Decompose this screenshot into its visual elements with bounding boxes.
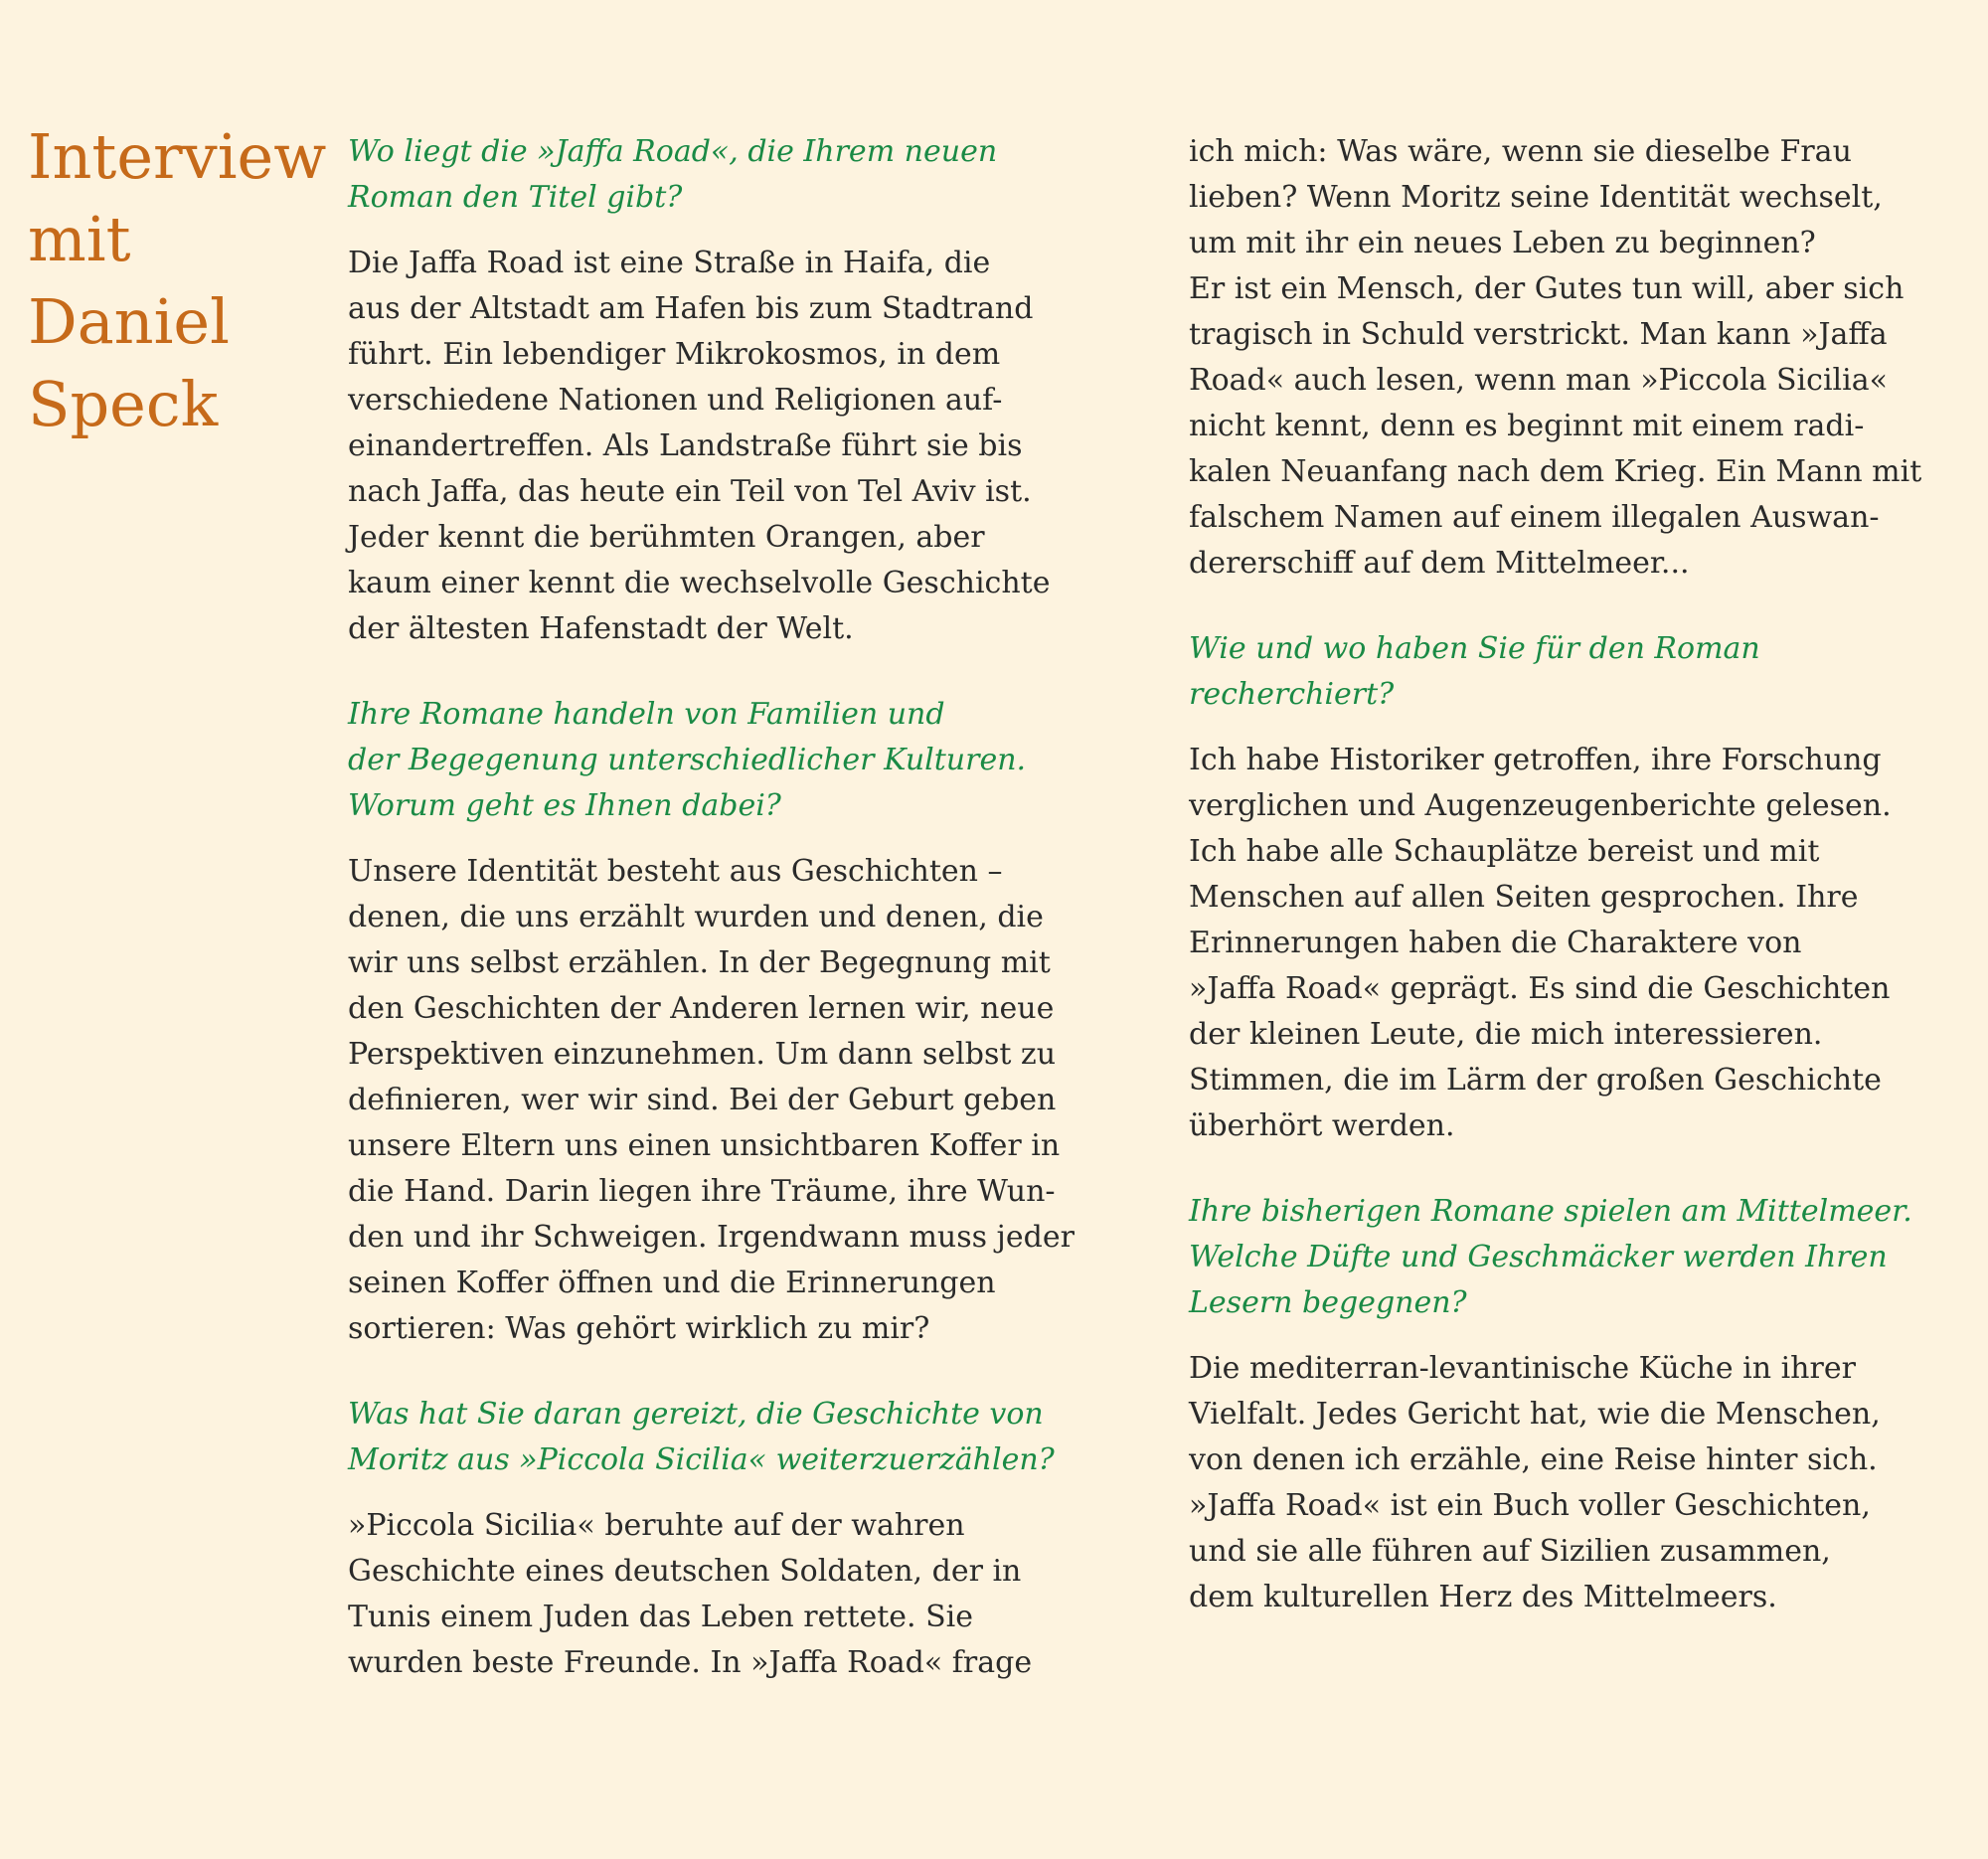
question-line: Wie und wo haben Sie für den Roman: [1189, 631, 1760, 666]
answer-3: [348, 1503, 1083, 1686]
answer-line: Stimmen, die im Lärm der großen Geschichte: [1189, 1063, 1882, 1098]
answer-line: kalen Neuanfang nach dem Krieg. Ein Mann mit: [1189, 454, 1922, 489]
question-line: Welche Düfte und Geschmäcker werden Ihren: [1189, 1240, 1888, 1274]
left-column: [348, 129, 1083, 1686]
answer-line: »Jaffa Road« ist ein Buch voller Geschichten,: [1189, 1488, 1871, 1523]
answer-line: Perspektiven einzunehmen. Um dann selbst zu: [348, 1037, 1057, 1072]
question-line: Worum geht es Ihnen dabei?: [348, 788, 781, 823]
answer-line: die Hand. Darin liegen ihre Träume, ihre Wun-: [348, 1174, 1056, 1209]
question-line: Moritz aus »Piccola Sicilia« weiterzuerzählen?: [348, 1442, 1055, 1477]
answer-line: wurden beste Freunde. In »Jaffa Road« frage: [348, 1645, 1033, 1680]
answer-1: [348, 241, 1083, 652]
question-line: recherchiert?: [1189, 677, 1395, 712]
title-line: Daniel: [28, 285, 230, 358]
answer-line: verschiedene Nationen und Religionen auf-: [348, 383, 1003, 418]
answer-line: Die Jaffa Road ist eine Straße in Haifa, die: [348, 246, 991, 280]
question-4: [1189, 626, 1924, 718]
answer-line: »Piccola Sicilia« beruhte auf der wahren: [348, 1508, 965, 1543]
answer-line: und sie alle führen auf Sizilien zusammen,: [1189, 1534, 1831, 1569]
answer-line: dererschiff auf dem Mittelmeer...: [1189, 546, 1690, 581]
question-line: Roman den Titel gibt?: [348, 180, 683, 215]
answer-line: von denen ich erzähle, eine Reise hinter sich.: [1189, 1442, 1878, 1477]
title-line: Speck: [28, 368, 219, 440]
question-line: der Begegenung unterschiedlicher Kulturen.: [348, 743, 1027, 777]
answer-line: den und ihr Schweigen. Irgendwann muss jeder: [348, 1220, 1075, 1255]
answer-line: den Geschichten der Anderen lernen wir, neue: [348, 991, 1055, 1026]
answer-line: falschem Namen auf einem illegalen Auswan-: [1189, 500, 1880, 535]
answer-line: wir uns selbst erzählen. In der Begegnung mit: [348, 945, 1051, 980]
answer-line: Geschichte eines deutschen Soldaten, der in: [348, 1554, 1022, 1589]
answer-line: tragisch in Schuld verstrickt. Man kann »Jaffa: [1189, 317, 1888, 352]
answer-line: »Jaffa Road« geprägt. Es sind die Geschichten: [1189, 971, 1891, 1006]
question-2: [348, 692, 1083, 829]
answer-line: Vielfalt. Jedes Gericht hat, wie die Menschen,: [1189, 1397, 1881, 1432]
answer-line: nach Jaffa, das heute ein Teil von Tel Aviv ist.: [348, 474, 1032, 509]
answer-line: definieren, wer wir sind. Bei der Geburt geben: [348, 1083, 1057, 1117]
answer-line: Tunis einem Juden das Leben rettete. Sie: [348, 1600, 974, 1634]
answer-line: Ich habe Historiker getroffen, ihre Forschung: [1189, 743, 1882, 777]
answer-line: Unsere Identität besteht aus Geschichten –: [348, 854, 1003, 889]
title-line: Interview: [28, 120, 327, 193]
answer-line: Die mediterran-levantinische Küche in ihrer: [1189, 1351, 1856, 1386]
answer-line: einandertreffen. Als Landstraße führt sie bis: [348, 428, 1023, 463]
answer-line: Jeder kennt die berühmten Orangen, aber: [348, 520, 985, 555]
answer-line: denen, die uns erzählt wurden und denen, die: [348, 900, 1044, 934]
answer-line: Road« auch lesen, wenn man »Piccola Sicilia«: [1189, 363, 1888, 398]
answer-2: [348, 849, 1083, 1352]
answer-line: dem kulturellen Herz des Mittelmeers.: [1189, 1580, 1777, 1614]
question-line: Was hat Sie daran gereizt, die Geschichte von: [348, 1397, 1044, 1432]
answer-line: Er ist ein Mensch, der Gutes tun will, aber sich: [1189, 271, 1905, 306]
answer-line: sortieren: Was gehört wirklich zu mir?: [348, 1311, 930, 1346]
question-3: [348, 1392, 1083, 1483]
answer-line: seinen Koffer öffnen und die Erinnerungen: [348, 1266, 996, 1300]
right-column: [1189, 129, 1924, 1620]
answer-line: überhört werden.: [1189, 1108, 1455, 1143]
page-title: [28, 115, 346, 445]
answer-line: der kleinen Leute, die mich interessieren.: [1189, 1017, 1823, 1052]
answer-line: um mit ihr ein neues Leben zu beginnen?: [1189, 226, 1816, 260]
answer-line: verglichen und Augenzeugenberichte gelesen.: [1189, 788, 1892, 823]
answer-line: ich mich: Was wäre, wenn sie dieselbe Frau: [1189, 134, 1852, 169]
answer-line: aus der Altstadt am Hafen bis zum Stadtrand: [348, 291, 1034, 326]
answer-line: Erinnerungen haben die Charaktere von: [1189, 926, 1802, 960]
answer-line: führt. Ein lebendiger Mikrokosmos, in dem: [348, 337, 1001, 372]
question-5: [1189, 1189, 1924, 1326]
question-1: [348, 129, 1083, 221]
question-line: Ihre bisherigen Romane spielen am Mittelmeer.: [1189, 1194, 1912, 1229]
answer-line: Ich habe alle Schauplätze bereist und mit: [1189, 834, 1820, 869]
title-line: mit: [28, 203, 131, 275]
answer-line: nicht kennt, denn es beginnt mit einem radi-: [1189, 409, 1865, 443]
question-line: Wo liegt die »Jaffa Road«, die Ihrem neuen: [348, 134, 998, 169]
answer-5: [1189, 1346, 1924, 1620]
answer-line: der ältesten Hafenstadt der Welt.: [348, 611, 854, 646]
question-line: Ihre Romane handeln von Familien und: [348, 697, 945, 732]
answer-line: lieben? Wenn Moritz seine Identität wechselt,: [1189, 180, 1883, 215]
answer-line: kaum einer kennt die wechselvolle Geschichte: [348, 566, 1051, 600]
answer-line: Menschen auf allen Seiten gesprochen. Ihre: [1189, 880, 1859, 915]
answer-line: unsere Eltern uns einen unsichtbaren Koffer in: [348, 1128, 1061, 1163]
question-line: Lesern begegnen?: [1189, 1285, 1467, 1320]
answer-4: [1189, 738, 1924, 1149]
answer-3-continued: [1189, 129, 1924, 587]
